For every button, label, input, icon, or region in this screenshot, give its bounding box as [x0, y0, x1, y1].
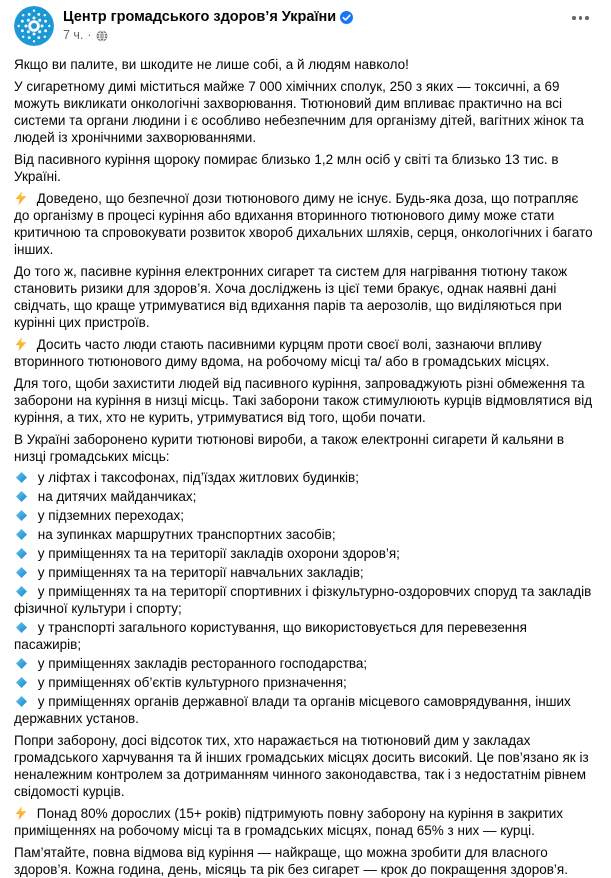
- post-options-button[interactable]: [566, 6, 595, 30]
- post-paragraph: [14, 78, 595, 146]
- post-header: [14, 6, 595, 46]
- post-paragraph: [14, 844, 595, 878]
- block-text: Пам’ятайте, повна відмова від куріння — найкраще, що можна зробити для власного здоров’я. Кожна година, день, місяць та рік без сигарет — крок до покращення здоров’я.: [14, 845, 568, 877]
- blue-diamond-bullet-icon: [16, 491, 27, 502]
- blue-diamond-bullet-icon: [16, 529, 27, 540]
- list-item: [14, 469, 595, 486]
- list-item: [14, 674, 595, 691]
- blue-diamond-bullet-icon: [16, 677, 27, 688]
- blue-diamond-bullet-icon: [16, 567, 27, 578]
- ellipsis-dot: [585, 16, 589, 20]
- block-text: у підземних переходах;: [37, 508, 185, 523]
- public-globe-icon: [96, 30, 108, 42]
- block-text: Доведено, що безпечної дози тютюнового диму не існує. Будь-яка доза, що потрапляє до організму в процесі куріння або вдихання вторинного тютюнового диму може стати критичною та спровокувати розвиток хвороб дихальних шляхів, серця, онкологічних і багато інших.: [14, 191, 593, 257]
- block-text: у приміщеннях органів державної влади та органів місцевого самоврядування, інших державних установ.: [14, 694, 571, 726]
- list-item: [14, 526, 595, 543]
- block-text: Від пасивного куріння щороку помирає близько 1,2 млн осіб у світі та близько 13 тис. в Україні.: [14, 152, 559, 184]
- post-paragraph: [14, 56, 595, 73]
- post-paragraph: [14, 263, 595, 331]
- block-text: у приміщеннях об’єктів культурного призначення;: [37, 675, 347, 690]
- list-item: [14, 564, 595, 581]
- verified-badge-icon: [340, 11, 353, 24]
- post-meta: [63, 28, 353, 43]
- lightning-bolt-icon: [14, 191, 28, 205]
- blue-diamond-bullet-icon: [16, 658, 27, 669]
- block-text: у приміщеннях закладів ресторанного господарства;: [37, 656, 368, 671]
- block-text: Для того, щоби захистити людей від пасивного куріння, запроваджують різні обмеження та заборони на куріння в низці місць. Такі заборони також стимулюють курців відмовлятися від куріння, а тих, хто не курить, утримуватися від того, щоби почати.: [14, 376, 593, 425]
- list-item: [14, 545, 595, 562]
- block-text: Попри заборону, досі відсоток тих, хто наражається на тютюновий дим у закладах громадського харчування та й інших громадських місцях досить високий. Це пов’язано як із неналежним контролем за дотриманням чинного законодавства, так і з недостатнім рівнем свідомості курців.: [14, 733, 589, 799]
- list-item: [14, 488, 595, 505]
- block-text: Досить часто люди стають пасивними курцям проти своєї волі, зазнаючи впливу вторинного тютюнового диму вдома, на робочому місці та/ або в громадських місцях.: [14, 337, 550, 369]
- blue-diamond-bullet-icon: [16, 510, 27, 521]
- post-timestamp[interactable]: 7 ч.: [63, 28, 84, 42]
- list-item: [14, 507, 595, 524]
- block-text: на зупинках маршрутних транспортних засобів;: [37, 527, 336, 542]
- blue-diamond-bullet-icon: [16, 622, 27, 633]
- post-paragraph: [14, 732, 595, 800]
- blue-diamond-bullet-icon: [16, 548, 27, 559]
- post-paragraph: [14, 805, 595, 839]
- post-body: [14, 56, 595, 878]
- page-name-link[interactable]: Центр громадського здоров’я України: [63, 9, 337, 25]
- post-paragraph: [14, 190, 595, 258]
- list-item: [14, 583, 595, 617]
- list-item: [14, 655, 595, 672]
- blue-diamond-bullet-icon: [16, 472, 27, 483]
- block-text: У сигаретному димі міститься майже 7 000 хімічних сполук, 250 з яких — токсичні, а 69 можуть викликати онкологічні захворювання. Тютюновий дим впливає практично на всі системи та органи людини і є особливо небезпечним для організму дітей, вагітних жінок та людей із хронічними захворюваннями.: [14, 79, 584, 145]
- ellipsis-dot: [579, 16, 583, 20]
- list-item: [14, 693, 595, 727]
- block-text: у приміщеннях та на території навчальних закладів;: [37, 565, 364, 580]
- block-text: у ліфтах і таксофонах, під’їздах житлових будинків;: [37, 470, 359, 485]
- block-text: у приміщеннях та на території спортивних і фізкультурно-оздоровчих споруд та закладів фізичної культури і спорту;: [14, 584, 592, 616]
- block-text: В Україні заборонено курити тютюнові вироби, а також електронні сигарети й кальяни в низці громадських місць:: [14, 432, 565, 464]
- list-item: [14, 619, 595, 653]
- block-text: у транспорті загального користування, що використовується для перевезення пасажирів;: [14, 620, 527, 652]
- block-text: Якщо ви палите, ви шкодите не лише собі, а й людям навколо!: [14, 57, 409, 72]
- page-avatar[interactable]: [14, 6, 54, 46]
- blue-diamond-bullet-icon: [16, 586, 27, 597]
- meta-separator: ·: [87, 28, 92, 42]
- block-text: Понад 80% дорослих (15+ років) підтримують повну заборону на куріння в закритих приміщеннях на робочому місці та в громадських місцях, понад 65% з них — курці.: [14, 806, 564, 838]
- post-paragraph: [14, 151, 595, 185]
- ellipsis-dot: [572, 16, 576, 20]
- block-text: на дитячих майданчиках;: [37, 489, 197, 504]
- lightning-bolt-icon: [14, 806, 28, 820]
- post-paragraph: [14, 336, 595, 370]
- post-paragraph: [14, 375, 595, 426]
- lightning-bolt-icon: [14, 337, 28, 351]
- blue-diamond-bullet-icon: [16, 696, 27, 707]
- post-paragraph: [14, 431, 595, 465]
- block-text: у приміщеннях та на території закладів охорони здоров’я;: [37, 546, 400, 561]
- block-text: До того ж, пасивне куріння електронних сигарет та систем для нагрівання тютюну також становить ризики для здоров’я. Хоча досліджень із цієї теми бракує, однак наявні дані свідчать, що краще утримуватися від вдихання парів та аерозолів, що виділяються при курінні цих пристроїв.: [14, 264, 568, 330]
